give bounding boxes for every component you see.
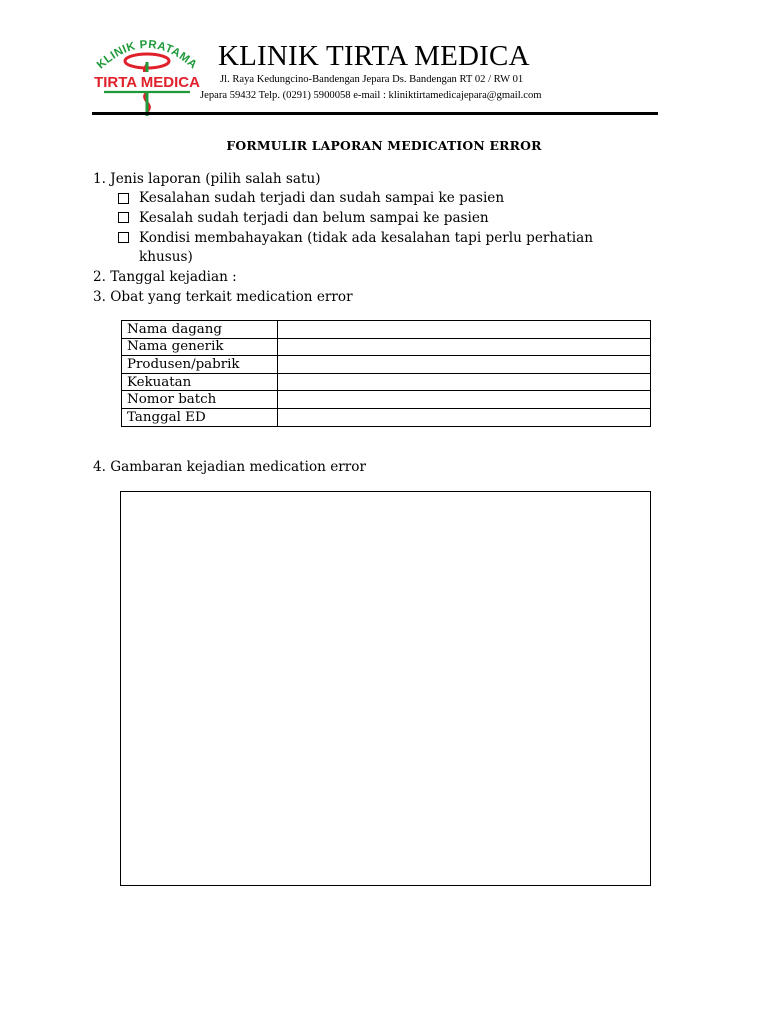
option-3-checkbox[interactable] [118,232,129,243]
logo-arc-text: KLINIK PRATAMA [94,38,200,72]
question-4: 4. Gambaran kejadian medication error [93,459,366,475]
row-label: Tanggal ED [122,408,278,426]
row-label: Produsen/pabrik [122,356,278,374]
question-3: 3. Obat yang terkait medication error [93,289,353,305]
form-title: FORMULIR LAPORAN MEDICATION ERROR [226,138,542,153]
question-1: 1. Jenis laporan (pilih salah satu) [93,171,321,187]
row-label: Nama generik [122,338,278,356]
table-row [122,321,651,339]
logo-band-text: TIRTA MEDICA [94,74,200,91]
option-3-label-cont: khusus) [139,249,193,265]
table-row [122,408,651,426]
row-value-field[interactable] [278,408,651,426]
option-1-label: Kesalahan sudah terjadi dan sudah sampai ke pasien [139,190,505,206]
row-value-field[interactable] [278,321,651,339]
option-3-label: Kondisi membahayakan (tidak ada kesalahan tapi perlu perhatian [139,230,593,246]
clinic-name: KLINIK TIRTA MEDICA [218,40,530,72]
description-box[interactable] [120,491,651,886]
row-value-field[interactable] [278,373,651,391]
row-label: Nama dagang [122,321,278,339]
option-2-checkbox[interactable] [118,212,129,223]
table-row [122,373,651,391]
row-value-field[interactable] [278,391,651,409]
row-label: Kekuatan [122,373,278,391]
row-value-field[interactable] [278,338,651,356]
question-2: 2. Tanggal kejadian : [93,269,237,285]
row-label: Nomor batch [122,391,278,409]
address-line-1: Jl. Raya Kedungcino-Bandengan Jepara Ds. Bandengan RT 02 / RW 01 [220,74,524,85]
table-row [122,391,651,409]
table-row [122,356,651,374]
table-row [122,338,651,356]
drug-table [121,320,651,427]
address-line-2: Jepara 59432 Telp. (0291) 5900058 e-mail : kliniktirtamedicajepara@gmail.com [200,90,542,101]
header-rule [92,112,658,115]
row-value-field[interactable] [278,356,651,374]
option-1-checkbox[interactable] [118,193,129,204]
clinic-logo [92,34,202,118]
option-2-label: Kesalah sudah terjadi dan belum sampai ke pasien [139,210,489,226]
